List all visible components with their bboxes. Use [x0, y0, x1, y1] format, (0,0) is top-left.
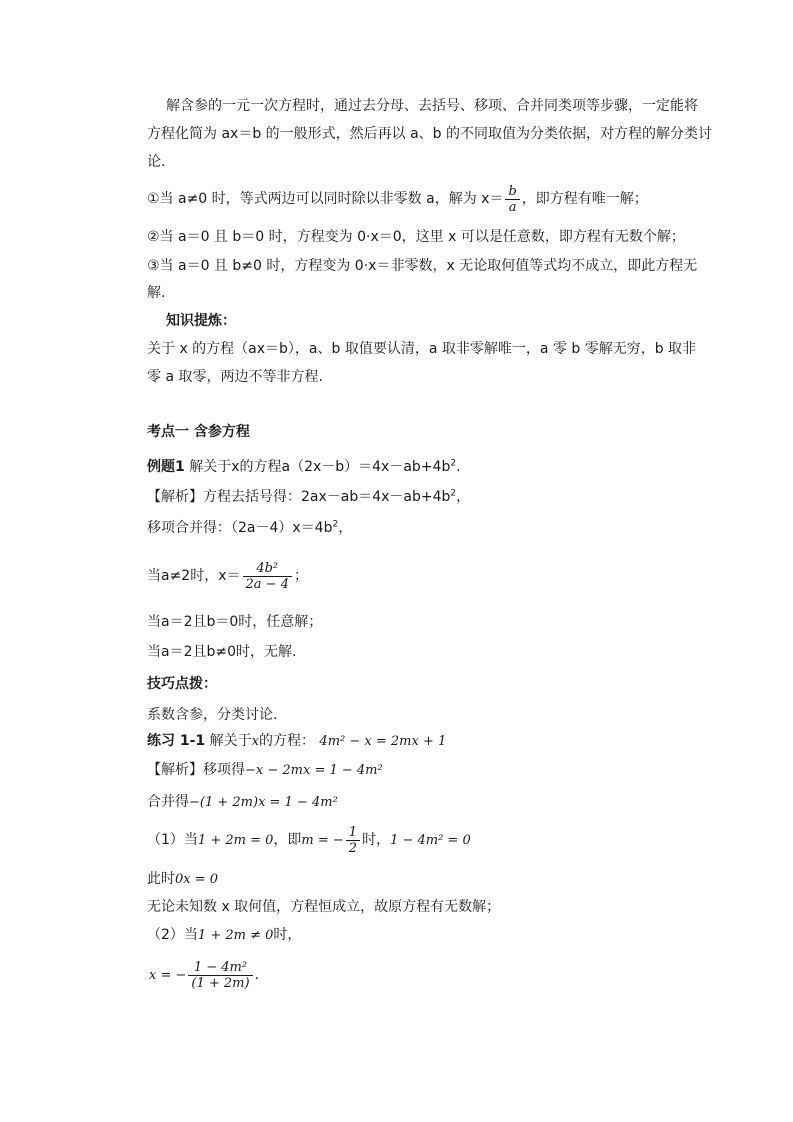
- example-1-case-1: [147, 556, 308, 596]
- fraction-numerator: b: [508, 183, 517, 199]
- tip-heading: 技巧点拨：: [147, 676, 217, 692]
- exercise-case-1-eq-3: 1 − 4m² = 0: [390, 833, 471, 848]
- topic-heading: 考点一 含参方程: [147, 424, 250, 440]
- summary-heading: 知识提炼：: [166, 313, 236, 329]
- exercise-case-2-post: 时，: [273, 927, 302, 943]
- example-1-step-1: [147, 487, 470, 507]
- intro-line-2: 方程化简为 ax＝b 的一般形式，然后再以 a、b 的不同取值为分类依据，对方程的解分类讨: [147, 126, 713, 142]
- intro-line-3: 论.: [147, 154, 166, 170]
- step-1-text: 方程去括号得：2ax－ab＝4x－ab+4b: [203, 489, 451, 505]
- example-case-1-tail: ；: [293, 568, 308, 584]
- example-question-sup: 2: [450, 458, 457, 469]
- exercise-solution-end: .: [254, 967, 260, 983]
- exercise-question-mid: 的方程：: [258, 733, 315, 749]
- fraction-denominator: a: [505, 199, 519, 215]
- exercise-case-1-fraction: [346, 825, 360, 856]
- example-1-case-2: 当a＝2且b＝0时，任意解；: [147, 614, 323, 630]
- fraction-numerator: 1: [348, 824, 358, 840]
- step-2-text: 移项合并得：（2a－4）x＝4b: [147, 520, 333, 536]
- tip-text: 系数含参，分类讨论.: [147, 707, 278, 723]
- exercise-case-1-then: [147, 869, 218, 890]
- case-1-fraction: [505, 184, 519, 215]
- exercise-label: 练习 1-1: [147, 733, 206, 749]
- exercise-case-1-conclusion: 无论未知数 x 取何值，方程恒成立，故原方程有无数解；: [147, 899, 501, 915]
- fraction-numerator: 4b²: [256, 560, 279, 576]
- exercise-step-1-text: 移项得: [203, 762, 245, 778]
- summary-line-1: 关于 x 的方程（ax＝b），a、b 取值要认清，a 取非零解唯一，a 零 b 零解无穷，b 取非: [147, 341, 697, 357]
- intro-line-1: 解含参的一元一次方程时，通过去分母、去括号、移项、合并同类项等步骤，一定能将: [166, 98, 698, 114]
- example-case-1-fraction: [243, 561, 292, 592]
- case-3-line-2: 解.: [147, 285, 166, 301]
- case-1-text: ①当 a≠0 时，等式两边可以同时除以非零数 a，解为 x＝: [147, 191, 504, 207]
- exercise-step-2-equation: −(1 + 2m)x = 1 − 4m²: [189, 795, 338, 810]
- exercise-question-pre: 解关于: [209, 733, 252, 749]
- exercise-case-1-then-pre: 此时: [147, 871, 175, 887]
- exercise-case-1-eq-2: m = −: [301, 833, 344, 848]
- exercise-step-2: [147, 792, 338, 813]
- exercise-step-1-equation: −x − 2mx = 1 − 4m²: [245, 763, 383, 778]
- exercise-case-1: [147, 822, 471, 859]
- exercise-solution-lhs: x = −: [149, 968, 187, 983]
- analysis-tag: 【解析】: [147, 489, 203, 505]
- example-label: 例题1: [147, 459, 185, 475]
- exercise-case-2-eq: 1 + 2m ≠ 0: [197, 928, 274, 943]
- exercise-analysis-tag: 【解析】: [147, 762, 203, 778]
- example-1-question: [147, 457, 461, 477]
- step-1-end: ，: [456, 489, 471, 505]
- example-case-1-text: 当a≠2时，x＝: [147, 568, 241, 584]
- exercise-case-1-then-eq: 0x = 0: [175, 872, 219, 887]
- exercise-step-2-text: 合并得: [147, 794, 189, 810]
- fraction-denominator: (1 + 2m): [188, 975, 252, 991]
- example-1-case-3: 当a＝2且b≠0时，无解.: [147, 644, 297, 660]
- exercise-question: [147, 731, 446, 752]
- example-question-end: .: [456, 459, 461, 475]
- case-1: [147, 182, 648, 216]
- case-1-tail: ，即方程有唯一解；: [521, 191, 648, 207]
- exercise-solution-fraction: [188, 960, 252, 991]
- exercise-case-2: [147, 925, 301, 946]
- exercise-case-1-pre: （1）当: [147, 832, 198, 848]
- exercise-case-2-solution: [149, 955, 259, 996]
- case-3-line-1: ③当 a＝0 且 b≠0 时，方程变为 0·x＝非零数，x 无论取何值等式均不成立，即此方程无: [147, 258, 698, 274]
- fraction-numerator: 1 − 4m²: [193, 959, 248, 975]
- exercise-question-equation: 4m² − x = 2mx + 1: [319, 734, 447, 749]
- exercise-case-2-pre: （2）当: [147, 927, 198, 943]
- step-1-sup: 2: [450, 488, 457, 499]
- example-1-step-2: [147, 518, 352, 538]
- step-2-end: ，: [338, 520, 353, 536]
- exercise-step-1: [147, 760, 383, 781]
- exercise-question-var: x: [251, 734, 259, 749]
- example-question-text: 解关于x的方程a（2x－b）＝4x－ab+4b: [189, 459, 451, 475]
- summary-line-2: 零 a 取零，两边不等非方程.: [147, 369, 323, 385]
- fraction-denominator: 2: [346, 840, 360, 856]
- exercise-case-1-eq-1: 1 + 2m = 0: [197, 833, 274, 848]
- case-2: ②当 a＝0 且 b＝0 时，方程变为 0·x＝0，这里 x 可以是任意数，即方程有无数个解；: [147, 229, 685, 245]
- exercise-case-1-mid: ，即: [273, 832, 302, 848]
- fraction-denominator: 2a − 4: [243, 576, 292, 592]
- step-2-sup: 2: [332, 519, 339, 530]
- exercise-case-1-post: 时，: [362, 832, 391, 848]
